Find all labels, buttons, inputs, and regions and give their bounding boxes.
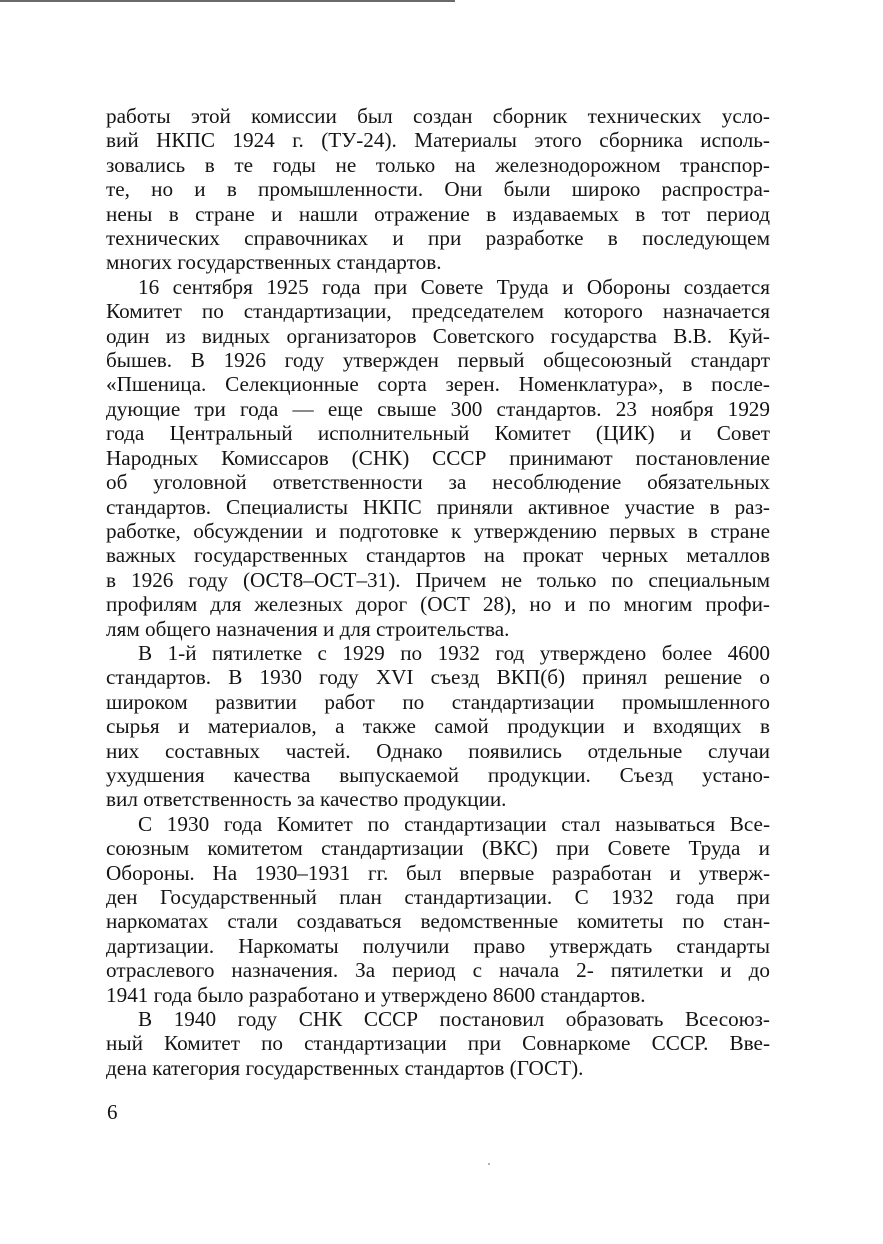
scan-speck: [488, 1163, 490, 1165]
text-line: «Пшеница. Селекционные сорта зерен. Номенклатура», в после-: [106, 372, 770, 397]
page-number: 6: [107, 1100, 118, 1124]
text-line: сырья и материалов, а также самой продукции и входящих в: [106, 714, 770, 739]
text-line: них составных частей. Однако появились отдельные случаи: [106, 738, 770, 763]
text-line: ден Государственный план стандартизации. С 1932 года при: [106, 885, 770, 909]
text-line: зовались в те годы не только на железнодорожном транспор-: [106, 152, 770, 177]
page-text: [106, 104, 770, 1080]
paragraph: [106, 1007, 770, 1080]
paragraph: [106, 104, 770, 275]
text-line: работы этой комиссии был создан сборник технических усло-: [106, 104, 770, 128]
text-line: работке, обсуждении и подготовке к утверждению первых в стране: [106, 518, 770, 543]
text-line: Комитет по стандартизации, председателем которого назначается: [106, 299, 770, 324]
text-line: дующие три года — еще свыше 300 стандартов. 23 ноября 1929: [106, 396, 770, 421]
text-line: об уголовной ответственности за несоблюдение обязательных: [106, 470, 770, 495]
text-line: важных государственных стандартов на прокат черных металлов: [106, 543, 770, 568]
text-line: вий НКПС 1924 г. (ТУ-24). Материалы этого сборника исполь-: [106, 128, 770, 153]
text-line: бышев. В 1926 году утвержден первый общесоюзный стандарт: [106, 348, 770, 373]
text-line: 1941 года было разработано и утверждено 8600 стандартов.: [106, 982, 646, 1007]
paragraph: [106, 275, 770, 641]
text-line: отраслевого назначения. За период с начала 2- пятилетки и до: [106, 958, 770, 983]
text-line: вил ответственность за качество продукции.: [106, 787, 507, 812]
text-line: ухудшения качества выпускаемой продукции. Съезд устано-: [106, 762, 770, 787]
text-line: те, но и в промышленности. Они были широко распростра-: [106, 177, 770, 202]
text-line: В 1940 году СНК СССР постановил образовать Всесоюз-: [138, 1007, 770, 1032]
text-line: Народных Комиссаров (СНК) СССР принимают постановление: [106, 445, 770, 470]
text-line: союзным комитетом стандартизации (ВКС) при Совете Труда и: [106, 836, 770, 861]
text-line: стандартов. В 1930 году XVI съезд ВКП(б) принял решение о: [106, 665, 770, 690]
text-line: В 1-й пятилетке с 1929 по 1932 год утверждено более 4600: [138, 640, 770, 665]
text-line: широком развитии работ по стандартизации промышленного: [106, 689, 770, 714]
text-line: стандартов. Специалисты НКПС приняли активное участие в раз-: [106, 494, 770, 519]
text-line: лям общего назначения и для строительства.: [106, 616, 510, 641]
text-line: дена категория государственных стандартов (ГОСТ).: [106, 1055, 584, 1080]
text-line: нены в стране и нашли отражение в издаваемых в тот период: [106, 201, 770, 226]
text-line: профилям для железных дорог (ОСТ 28), но и по многим профи-: [106, 592, 770, 617]
top-scan-rule: [0, 0, 455, 2]
text-line: один из видных организаторов Советского государства В.В. Куй-: [106, 323, 770, 348]
text-line: С 1930 года Комитет по стандартизации стал называться Все-: [138, 811, 770, 836]
text-line: года Центральный исполнительный Комитет (ЦИК) и Совет: [106, 421, 770, 446]
text-line: технических справочниках и при разработке в последующем: [106, 226, 770, 251]
text-line: дартизации. Наркоматы получили право утверждать стандарты: [106, 933, 770, 958]
text-line: ный Комитет по стандартизации при Совнаркоме СССР. Вве-: [106, 1031, 770, 1056]
text-line: многих государственных стандартов.: [106, 250, 442, 275]
paragraph: [106, 812, 770, 1007]
paragraph: [106, 641, 770, 812]
text-line: наркоматах стали создаваться ведомственные комитеты по стан-: [106, 909, 770, 934]
text-line: в 1926 году (ОСТ8–ОСТ–31). Причем не только по специальным: [106, 567, 770, 592]
text-line: 16 сентября 1925 года при Совете Труда и Обороны создается: [138, 274, 770, 299]
text-line: Обороны. На 1930–1931 гг. был впервые разработан и утверж-: [106, 860, 770, 885]
